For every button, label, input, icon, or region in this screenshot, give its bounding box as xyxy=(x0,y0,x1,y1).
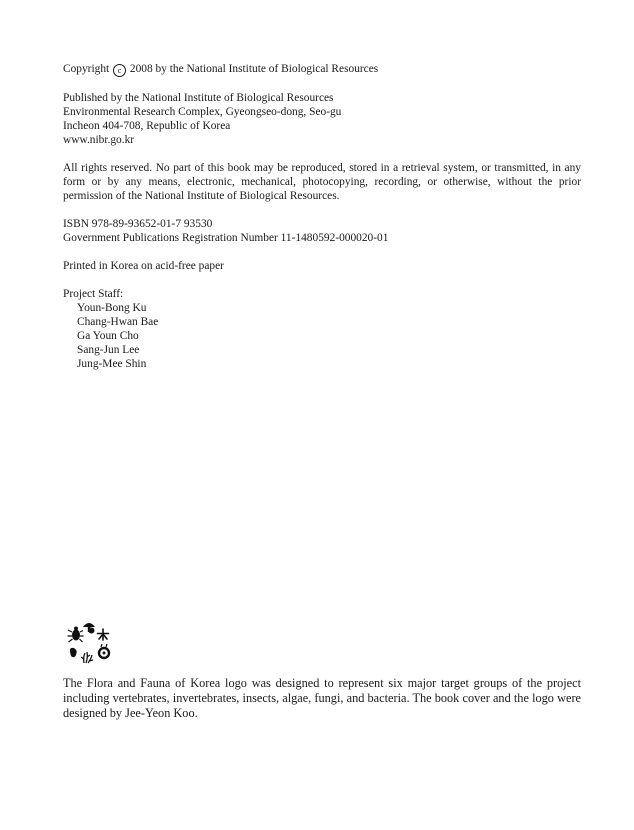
project-staff xyxy=(63,287,581,371)
copyright-prefix: Copyright xyxy=(63,63,113,75)
beetle-icon xyxy=(68,627,84,643)
printed-note: Printed in Korea on acid-free paper xyxy=(63,260,224,272)
copyright-line xyxy=(63,62,581,77)
rights-statement: All rights reserved. No part of this book may be reproduced, stored in a retrieval system, or transmitted, in any form or by any means, electronic, mechanical, photocopying, recording, or otherwise, without the prior permission of the National Institute of Biological Resources. xyxy=(63,162,581,202)
copyright-page xyxy=(63,62,581,371)
gov-registration-number: Government Publications Registration Number 11-1480592-000020-01 xyxy=(63,232,389,244)
publisher-website: www.nibr.go.kr xyxy=(63,134,135,146)
staff-member: Ga Youn Cho xyxy=(77,330,139,342)
copyright-suffix: 2008 by the National Institute of Biological Resources xyxy=(127,63,379,75)
project-staff-heading: Project Staff: xyxy=(63,288,124,300)
staff-member: Jung-Mee Shin xyxy=(77,358,147,370)
isbn: ISBN 978-89-93652-01-7 93530 xyxy=(63,218,213,230)
flora-fauna-logo xyxy=(66,619,114,669)
publisher-city-line: Incheon 404-708, Republic of Korea xyxy=(63,120,231,132)
publisher-address-line: Environmental Research Complex, Gyeongseo-dong, Seo-gu xyxy=(63,106,342,118)
starfish-icon xyxy=(98,629,109,640)
mushroom-icon xyxy=(83,623,95,634)
staff-member: Sang-Jun Lee xyxy=(77,344,140,356)
publisher-block xyxy=(63,91,581,147)
publisher-line: Published by the National Institute of Biological Resources xyxy=(63,92,334,104)
algae-icon xyxy=(81,652,93,663)
staff-member: Chang-Hwan Bae xyxy=(77,316,159,328)
staff-member: Youn-Bong Ku xyxy=(77,302,147,314)
bacteria-icon xyxy=(99,644,109,658)
copyright-symbol: c xyxy=(113,64,126,77)
seed-icon xyxy=(70,648,77,657)
logo-description: The Flora and Fauna of Korea logo was designed to represent six major target groups of the project including vertebrates, invertebrates, insects, algae, fungi, and bacteria. The book cover and the logo were designed by Jee-Yeon Koo. xyxy=(63,676,581,720)
